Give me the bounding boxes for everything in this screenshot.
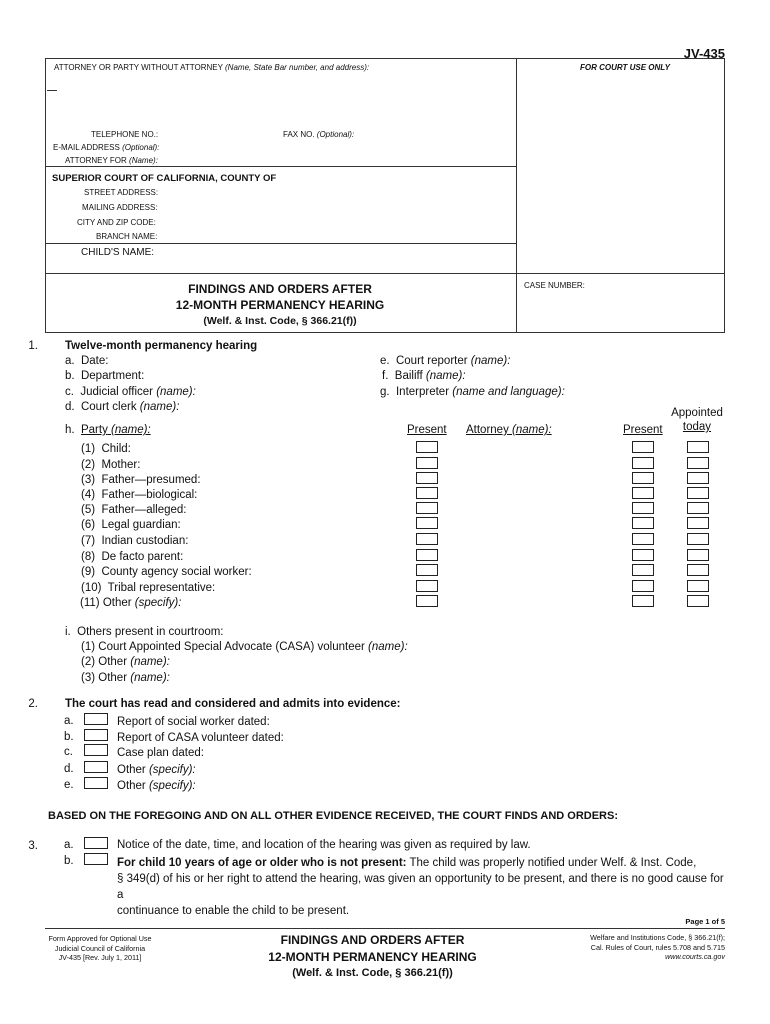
item-1b: b. Department:	[65, 370, 145, 382]
others-row: (3) Other (name):	[81, 672, 170, 684]
party-row: (2) Mother:	[81, 459, 141, 471]
party-row: (11) Other (specify):	[80, 597, 182, 609]
party-row: (10) Tribal representative:	[81, 582, 216, 594]
findings-heading: BASED ON THE FOREGOING AND ON ALL OTHER EVIDENCE RECEIVED, THE COURT FINDS AND ORDERS:	[48, 810, 618, 822]
attorney-present-checkbox[interactable]	[632, 502, 654, 514]
attorney-present-checkbox[interactable]	[632, 472, 654, 484]
col-present-header: Present	[407, 424, 447, 436]
evidence-letter: e.	[64, 779, 74, 791]
attorney-for-label: ATTORNEY FOR (Name):	[65, 156, 158, 165]
item-1g: g. Interpreter (name and language):	[380, 386, 565, 398]
footer-references: Welfare and Institutions Code, § 366.21(f); Cal. Rules of Court, rules 5.708 and 5.715 www.courts.ca.gov	[525, 933, 725, 962]
col-attorney-header: Attorney (name):	[466, 424, 552, 436]
party-row: (6) Legal guardian:	[81, 519, 181, 531]
present-checkbox[interactable]	[416, 533, 438, 545]
finding-3a-letter: a.	[64, 839, 74, 851]
section1-num: 1.	[28, 340, 38, 352]
present-checkbox[interactable]	[416, 502, 438, 514]
finding-3b-text: For child 10 years of age or older who is not present: The child was properly notified under Welf. & Inst. Code, § 349(d) of his or her right to attend the hearing, was given an opportunity to be present, and there is no good cause for a continuance to enable the child to be present.	[117, 857, 724, 917]
evidence-letter: d.	[64, 763, 74, 775]
appointed-today-checkbox[interactable]	[687, 517, 709, 529]
evidence-checkbox[interactable]	[84, 744, 108, 756]
evidence-label: Report of CASA volunteer dated:	[117, 732, 284, 744]
party-row: (5) Father—alleged:	[81, 504, 187, 516]
evidence-checkbox[interactable]	[84, 729, 108, 741]
appointed-today-checkbox[interactable]	[687, 487, 709, 499]
col-present2-header: Present	[623, 424, 663, 436]
item-1i: i. Others present in courtroom:	[65, 626, 224, 638]
item-1e: e. Court reporter (name):	[380, 355, 511, 367]
evidence-label: Other (specify):	[117, 764, 196, 776]
evidence-label: Report of social worker dated:	[117, 716, 270, 728]
evidence-checkbox[interactable]	[84, 761, 108, 773]
form-title: FINDINGS AND ORDERS AFTER 12-MONTH PERMANENCY HEARING (Welf. & Inst. Code, § 366.21(f))	[175, 282, 385, 327]
party-row: (7) Indian custodian:	[81, 535, 189, 547]
section2-num: 2.	[28, 698, 38, 710]
others-row: (1) Court Appointed Special Advocate (CASA) volunteer (name):	[81, 641, 408, 653]
attorney-present-checkbox[interactable]	[632, 533, 654, 545]
attorney-present-checkbox[interactable]	[632, 517, 654, 529]
appointed-today-checkbox[interactable]	[687, 595, 709, 607]
finding-3b-letter: b.	[64, 855, 74, 867]
court-use-label: FOR COURT USE ONLY	[580, 63, 670, 72]
item-1c: c. Judicial officer (name):	[65, 386, 196, 398]
footer-approval: Form Approved for Optional Use Judicial Council of California JV-435 [Rev. July 1, 2011]	[48, 934, 152, 962]
telephone-label: TELEPHONE NO.:	[91, 130, 159, 139]
present-checkbox[interactable]	[416, 517, 438, 529]
mailing-address-label: MAILING ADDRESS:	[82, 203, 158, 212]
attorney-present-checkbox[interactable]	[632, 457, 654, 469]
childs-name-label: CHILD'S NAME:	[81, 247, 155, 258]
appointed-today-checkbox[interactable]	[687, 441, 709, 453]
finding-3b-checkbox[interactable]	[84, 853, 108, 865]
attorney-present-checkbox[interactable]	[632, 595, 654, 607]
form-id: JV-435	[683, 46, 725, 61]
street-address-label: STREET ADDRESS:	[84, 188, 159, 197]
evidence-letter: c.	[64, 746, 73, 758]
present-checkbox[interactable]	[416, 595, 438, 607]
present-checkbox[interactable]	[416, 441, 438, 453]
evidence-label: Other (specify):	[117, 780, 196, 792]
item-1d: d. Court clerk (name):	[65, 401, 180, 413]
others-row: (2) Other (name):	[81, 656, 170, 668]
attorney-present-checkbox[interactable]	[632, 441, 654, 453]
finding-3a-text: Notice of the date, time, and location of the hearing was given as required by law.	[117, 839, 531, 851]
col-appointed-header: Appointed today	[671, 407, 723, 433]
attorney-label: ATTORNEY OR PARTY WITHOUT ATTORNEY (Name, State Bar number, and address):	[54, 63, 370, 72]
evidence-letter: b.	[64, 731, 74, 743]
party-row: (1) Child:	[81, 443, 131, 455]
attorney-present-checkbox[interactable]	[632, 580, 654, 592]
evidence-checkbox[interactable]	[84, 777, 108, 789]
item-1a: a. Date:	[65, 355, 109, 367]
appointed-today-checkbox[interactable]	[687, 533, 709, 545]
appointed-today-checkbox[interactable]	[687, 549, 709, 561]
courts-website-link[interactable]: www.courts.ca.gov	[665, 952, 725, 961]
superior-court-label: SUPERIOR COURT OF CALIFORNIA, COUNTY OF	[52, 173, 277, 184]
item-1h: h. Party (name):	[65, 424, 151, 436]
item-1f: f. Bailiff (name):	[382, 370, 466, 382]
city-zip-label: CITY AND ZIP CODE:	[77, 218, 156, 227]
section1-title: Twelve-month permanency hearing	[65, 340, 258, 352]
present-checkbox[interactable]	[416, 457, 438, 469]
attorney-present-checkbox[interactable]	[632, 564, 654, 576]
fax-label: FAX NO. (Optional):	[283, 130, 355, 139]
party-row: (8) De facto parent:	[81, 551, 184, 563]
attorney-present-checkbox[interactable]	[632, 487, 654, 499]
appointed-today-checkbox[interactable]	[687, 502, 709, 514]
page-number: Page 1 of 5	[685, 917, 725, 926]
footer-title: FINDINGS AND ORDERS AFTER 12-MONTH PERMANENCY HEARING (Welf. & Inst. Code, § 366.21(f))	[268, 933, 477, 979]
evidence-label: Case plan dated:	[117, 747, 204, 759]
section2-title: The court has read and considered and admits into evidence:	[65, 698, 401, 710]
section3-num: 3.	[28, 840, 38, 852]
evidence-checkbox[interactable]	[84, 713, 108, 725]
present-checkbox[interactable]	[416, 564, 438, 576]
evidence-letter: a.	[64, 715, 74, 727]
appointed-today-checkbox[interactable]	[687, 472, 709, 484]
party-row: (9) County agency social worker:	[81, 566, 252, 578]
present-checkbox[interactable]	[416, 549, 438, 561]
case-number-label: CASE NUMBER:	[524, 281, 585, 290]
party-row: (4) Father—biological:	[81, 489, 198, 501]
present-checkbox[interactable]	[416, 472, 438, 484]
appointed-today-checkbox[interactable]	[687, 580, 709, 592]
finding-3a-checkbox[interactable]	[84, 837, 108, 849]
appointed-today-checkbox[interactable]	[687, 564, 709, 576]
present-checkbox[interactable]	[416, 487, 438, 499]
branch-name-label: BRANCH NAME:	[96, 232, 158, 241]
party-row: (3) Father—presumed:	[81, 474, 201, 486]
attorney-present-checkbox[interactable]	[632, 549, 654, 561]
email-label: E-MAIL ADDRESS (Optional):	[53, 143, 160, 152]
present-checkbox[interactable]	[416, 580, 438, 592]
appointed-today-checkbox[interactable]	[687, 457, 709, 469]
